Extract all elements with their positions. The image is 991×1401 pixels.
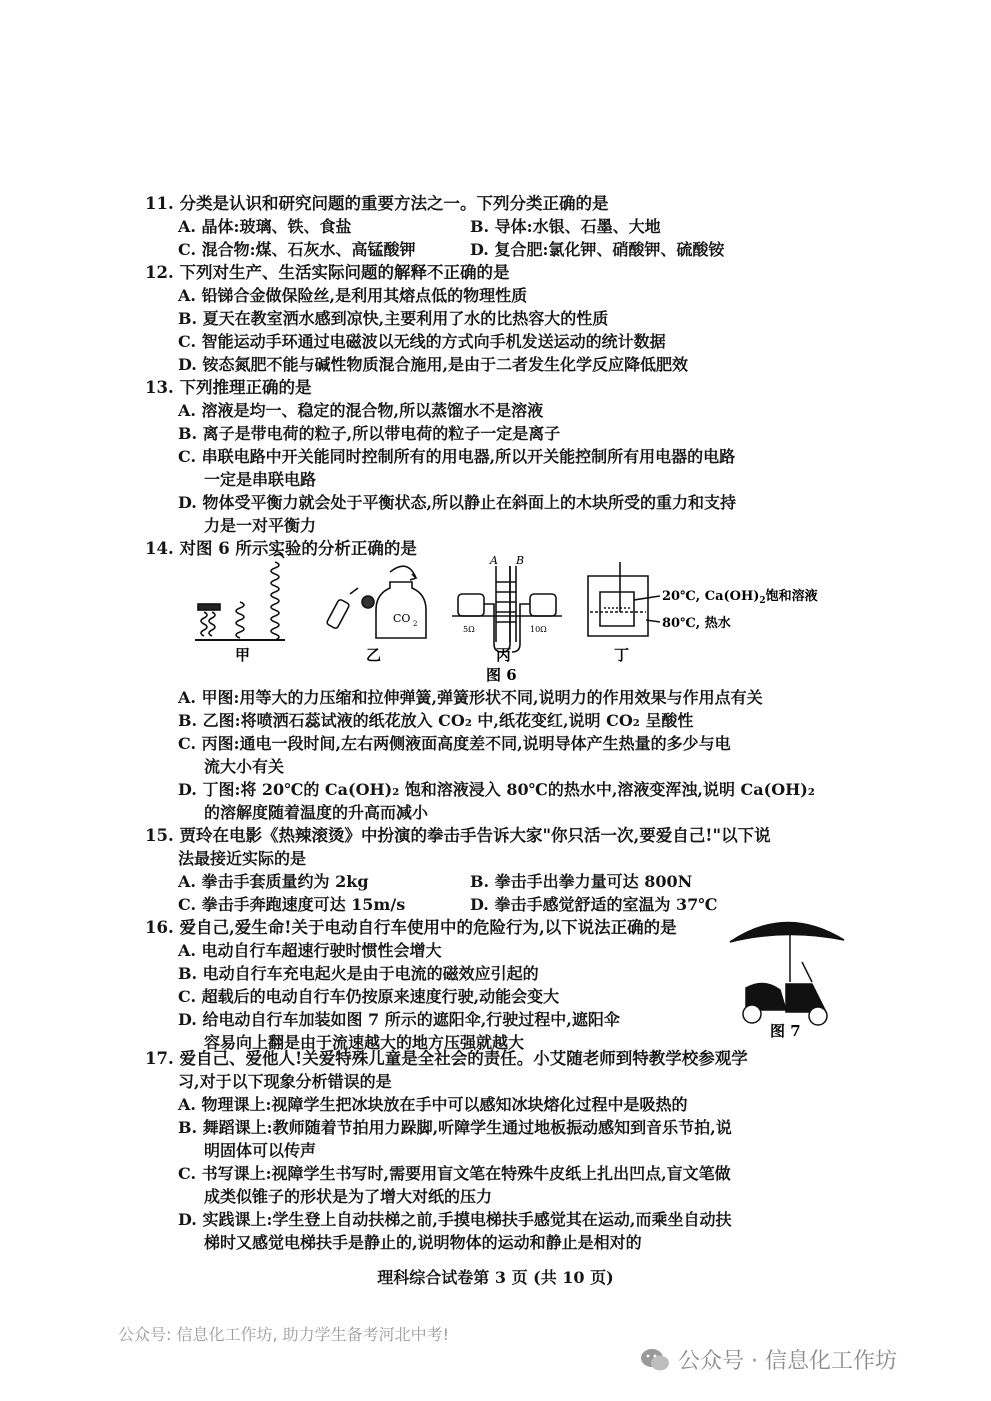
q17-option-b-line2: 明固体可以传声 bbox=[204, 1141, 317, 1160]
q17-option-a: A. 物理课上:视障学生把冰块放在手中可以感知冰块熔化过程中是吸热的 bbox=[178, 1095, 688, 1114]
q13-option-b: B. 离子是带电荷的粒子,所以带电荷的粒子一定是离子 bbox=[178, 424, 561, 443]
q17-stem-line2: 习,对于以下现象分析错误的是 bbox=[178, 1072, 392, 1091]
figure-6 bbox=[190, 552, 850, 682]
q17-option-d-line2: 梯时又感觉电梯扶手是静止的,说明物体的运动和静止是相对的 bbox=[204, 1233, 642, 1252]
q13-option-d-line2: 力是一对平衡力 bbox=[204, 516, 317, 535]
q15-stem-line2: 法最接近实际的是 bbox=[178, 849, 307, 868]
q16-option-d-line2: 容易向上翻是由于流速越大的地方压强就越大 bbox=[204, 1033, 525, 1052]
figure-6-5ohm-label: 5Ω bbox=[463, 625, 475, 634]
figure-6-caption: 图 6 bbox=[486, 666, 517, 682]
figure-6-label-a: A bbox=[490, 554, 498, 567]
figure-6-label-jia: 甲 bbox=[235, 646, 251, 664]
q13-stem: 13. 下列推理正确的是 bbox=[145, 378, 312, 397]
figure-6-jia-springs bbox=[195, 554, 285, 640]
figure-6-label-ding: 丁 bbox=[614, 646, 630, 664]
q16-option-a: A. 电动自行车超速行驶时惯性会增大 bbox=[178, 941, 442, 960]
q17-option-c-line1: C. 书写课上:视障学生书写时,需要用盲文笔在特殊牛皮纸上扎出凹点,盲文笔做 bbox=[178, 1164, 731, 1183]
figure-6-co2-label: CO bbox=[393, 612, 411, 625]
q13-option-a: A. 溶液是均一、稳定的混合物,所以蒸馏水不是溶液 bbox=[178, 401, 544, 420]
q15-option-b: B. 拳击手出拳力量可达 800N bbox=[470, 872, 693, 891]
q11-option-b: B. 导体:水银、石墨、大地 bbox=[470, 217, 661, 236]
q16-stem: 16. 爱自己,爱生命!关于电动自行车使用中的危险行为,以下说法正确的是 bbox=[145, 918, 677, 937]
q17-option-d-line1: D. 实践课上:学生登上自动扶梯之前,手摸电梯扶手感觉其在运动,而乘坐自动扶 bbox=[178, 1210, 732, 1229]
figure-6-label-b: B bbox=[516, 554, 525, 567]
figure-6-label-bing: 丙 bbox=[496, 646, 512, 664]
q17-option-c-line2: 成类似锥子的形状是为了增大对纸的压力 bbox=[204, 1187, 493, 1206]
q13-option-d-line1: D. 物体受平衡力就会处于平衡状态,所以静止在斜面上的木块所受的重力和支持 bbox=[178, 493, 737, 512]
watermark-text-left: 公众号: 信息化工作坊, 助力学生备考河北中考! bbox=[118, 1325, 450, 1344]
q12-stem: 12. 下列对生产、生活实际问题的解释不正确的是 bbox=[145, 263, 510, 282]
figure-6-yi-co2-jar bbox=[326, 566, 426, 638]
q11-stem: 11. 分类是认识和研究问题的重要方法之一。下列分类正确的是 bbox=[145, 194, 609, 213]
figure-6-ding-beaker bbox=[588, 562, 660, 636]
q13-option-c-line2: 一定是串联电路 bbox=[204, 470, 317, 489]
q14-option-d-line1: D. 丁图:将 20℃的 Ca(OH)₂ 饱和溶液浸入 80℃的热水中,溶液变浑浊,说明 Ca(OH)₂ bbox=[178, 780, 815, 799]
q15-stem-line1: 15. 贾玲在电影《热辣滚烫》中扮演的拳击手告诉大家"你只活一次,要爱自己!"以下说 bbox=[145, 826, 771, 845]
q11-option-d: D. 复合肥:氯化钾、硝酸钾、硫酸铵 bbox=[470, 240, 725, 259]
watermark-brand bbox=[640, 1344, 897, 1375]
q12-option-d: D. 铵态氮肥不能与碱性物质混合施用,是由于二者发生化学反应降低肥效 bbox=[178, 355, 689, 374]
page-footer: 理科综合试卷第 3 页 (共 10 页) bbox=[377, 1268, 614, 1287]
q12-option-a: A. 铅锑合金做保险丝,是利用其熔点低的物理性质 bbox=[178, 286, 528, 305]
q15-option-a: A. 拳击手套质量约为 2kg bbox=[178, 872, 369, 891]
wechat-icon bbox=[640, 1347, 670, 1373]
q11-option-a: A. 晶体:玻璃、铁、食盐 bbox=[178, 217, 352, 236]
figure-6-10ohm-label: 10Ω bbox=[530, 625, 547, 634]
figure-7 bbox=[726, 912, 846, 1042]
q14-stem: 14. 对图 6 所示实验的分析正确的是 bbox=[145, 539, 417, 558]
q16-option-b: B. 电动自行车充电起火是由于电流的磁效应引起的 bbox=[178, 964, 539, 983]
figure-7-caption: 图 7 bbox=[770, 1022, 801, 1040]
q14-option-a: A. 甲图:用等大的力压缩和拉伸弹簧,弹簧形状不同,说明力的作用效果与作用点有关 bbox=[178, 688, 763, 707]
q13-option-c-line1: C. 串联电路中开关能同时控制所有的用电器,所以开关能控制所有用电器的电路 bbox=[178, 447, 736, 466]
q15-option-c: C. 拳击手奔跑速度可达 15m/s bbox=[178, 895, 406, 914]
figure-6-ding-label-top: 20℃, $Ca(OH)_2$饱和溶液 bbox=[662, 589, 818, 606]
q16-option-c: C. 超载后的电动自行车仍按原来速度行驶,动能会变大 bbox=[178, 987, 560, 1006]
watermark-text-right: 公众号 · 信息化工作坊 bbox=[678, 1349, 897, 1374]
figure-6-bing-u-tubes bbox=[452, 566, 562, 652]
q17-stem-line1: 17. 爱自己、爱他人!关爱特殊儿童是全社会的责任。小艾随老师到特教学校参观学 bbox=[145, 1049, 748, 1068]
q14-option-c-line1: C. 丙图:通电一段时间,左右两侧液面高度差不同,说明导体产生热量的多少与电 bbox=[178, 734, 731, 753]
q12-option-c: C. 智能运动手环通过电磁波以无线的方式向手机发送运动的统计数据 bbox=[178, 332, 666, 351]
q15-option-d: D. 拳击手感觉舒适的室温为 37℃ bbox=[470, 895, 718, 914]
q14-option-c-line2: 流大小有关 bbox=[204, 757, 285, 776]
q14-option-d-line2: 的溶解度随着温度的升高而减小 bbox=[204, 803, 429, 822]
figure-6-ding-label-bottom: 80℃, 热水 bbox=[662, 616, 731, 631]
figure-7-scooter-umbrella bbox=[730, 922, 844, 1025]
q14-option-b: B. 乙图:将喷洒石蕊试液的纸花放入 CO₂ 中,纸花变红,说明 CO₂ 呈酸性 bbox=[178, 711, 694, 730]
q16-option-d-line1: D. 给电动自行车加装如图 7 所示的遮阳伞,行驶过程中,遮阳伞 bbox=[178, 1010, 620, 1029]
figure-6-co2-sub: 2 bbox=[413, 620, 418, 628]
figure-6-label-yi: 乙 bbox=[366, 646, 382, 664]
q11-option-c: C. 混合物:煤、石灰水、高锰酸钾 bbox=[178, 240, 416, 259]
q12-option-b: B. 夏天在教室洒水感到凉快,主要利用了水的比热容大的性质 bbox=[178, 309, 609, 328]
q17-option-b-line1: B. 舞蹈课上:教师随着节拍用力跺脚,听障学生通过地板振动感知到音乐节拍,说 bbox=[178, 1118, 732, 1137]
